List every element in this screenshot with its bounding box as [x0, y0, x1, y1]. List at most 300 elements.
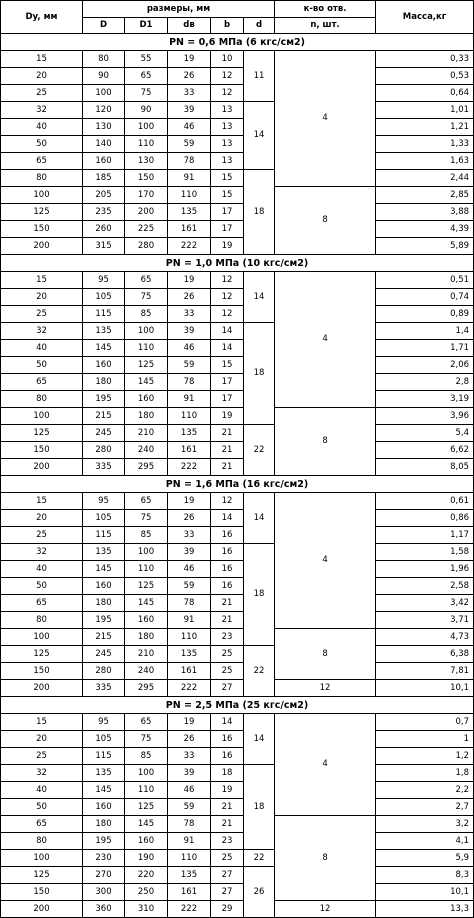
D1-cell: 295: [125, 680, 168, 697]
table-row: [1, 561, 474, 578]
table-row: [1, 816, 474, 833]
bolt-d-cell: 18: [244, 170, 275, 255]
b-cell: 13: [211, 119, 244, 136]
b-cell: 14: [211, 714, 244, 731]
col-D-header: D: [83, 18, 125, 34]
b-cell: 13: [211, 102, 244, 119]
sizes-header: размеры, мм: [83, 1, 275, 18]
D1-cell: 145: [125, 816, 168, 833]
bolt-d-cell: 18: [244, 544, 275, 646]
dy-cell: 150: [1, 663, 83, 680]
D-cell: 105: [83, 731, 125, 748]
dy-cell: 125: [1, 867, 83, 884]
D-cell: 80: [83, 51, 125, 68]
table-row: [1, 340, 474, 357]
db-cell: 19: [168, 714, 211, 731]
D1-cell: 65: [125, 714, 168, 731]
D-cell: 95: [83, 714, 125, 731]
db-cell: 135: [168, 646, 211, 663]
b-cell: 29: [211, 901, 244, 918]
D-cell: 105: [83, 510, 125, 527]
table-row: [1, 170, 474, 187]
b-cell: 25: [211, 850, 244, 867]
mass-cell: 8,05: [376, 459, 474, 476]
mass-cell: 1,96: [376, 561, 474, 578]
b-cell: 14: [211, 323, 244, 340]
db-cell: 33: [168, 748, 211, 765]
pressure-section-title: PN = 0,6 МПа (6 кгс/см2): [1, 34, 474, 51]
mass-cell: 3,2: [376, 816, 474, 833]
b-cell: 12: [211, 493, 244, 510]
db-cell: 135: [168, 425, 211, 442]
bolt-d-cell: 18: [244, 323, 275, 425]
mass-cell: 0,86: [376, 510, 474, 527]
mass-cell: 2,85: [376, 187, 474, 204]
db-cell: 110: [168, 629, 211, 646]
D1-cell: 145: [125, 374, 168, 391]
mass-cell: 0,89: [376, 306, 474, 323]
table-row: [1, 442, 474, 459]
b-cell: 18: [211, 765, 244, 782]
b-cell: 16: [211, 578, 244, 595]
D-cell: 360: [83, 901, 125, 918]
b-cell: 21: [211, 595, 244, 612]
D1-cell: 160: [125, 833, 168, 850]
D-cell: 115: [83, 748, 125, 765]
db-cell: 33: [168, 306, 211, 323]
mass-cell: 0,64: [376, 85, 474, 102]
b-cell: 17: [211, 221, 244, 238]
db-cell: 26: [168, 68, 211, 85]
D1-cell: 200: [125, 204, 168, 221]
db-cell: 39: [168, 323, 211, 340]
b-cell: 16: [211, 731, 244, 748]
D1-cell: 210: [125, 646, 168, 663]
mass-cell: 13,3: [376, 901, 474, 918]
mass-cell: 7,81: [376, 663, 474, 680]
db-cell: 19: [168, 493, 211, 510]
col-d-header: d: [244, 18, 275, 34]
dy-cell: 125: [1, 204, 83, 221]
D-cell: 145: [83, 561, 125, 578]
b-cell: 21: [211, 442, 244, 459]
bolt-d-cell: 14: [244, 272, 275, 323]
db-cell: 39: [168, 544, 211, 561]
mass-cell: 2,7: [376, 799, 474, 816]
dy-cell: 100: [1, 629, 83, 646]
db-cell: 91: [168, 391, 211, 408]
D1-cell: 110: [125, 561, 168, 578]
dy-cell: 65: [1, 374, 83, 391]
D1-cell: 55: [125, 51, 168, 68]
dy-cell: 80: [1, 612, 83, 629]
D-cell: 120: [83, 102, 125, 119]
mass-cell: 1,8: [376, 765, 474, 782]
pressure-section-title: PN = 1,6 МПа (16 кгс/см2): [1, 476, 474, 493]
D-cell: 160: [83, 799, 125, 816]
D-cell: 135: [83, 765, 125, 782]
bolt-d-cell: 22: [244, 425, 275, 476]
table-row: [1, 187, 474, 204]
D-cell: 245: [83, 646, 125, 663]
D-cell: 185: [83, 170, 125, 187]
table-row: [1, 323, 474, 340]
dy-cell: 20: [1, 510, 83, 527]
mass-cell: 1,01: [376, 102, 474, 119]
dy-cell: 200: [1, 238, 83, 255]
holes-count-cell: 8: [275, 629, 376, 680]
mass-cell: 2,58: [376, 578, 474, 595]
table-row: [1, 306, 474, 323]
D-cell: 280: [83, 663, 125, 680]
dy-cell: 20: [1, 68, 83, 85]
b-cell: 23: [211, 833, 244, 850]
dy-cell: 40: [1, 782, 83, 799]
b-cell: 13: [211, 136, 244, 153]
dy-cell: 32: [1, 544, 83, 561]
dy-cell: 25: [1, 748, 83, 765]
D-cell: 160: [83, 578, 125, 595]
dy-cell: 32: [1, 323, 83, 340]
D1-cell: 75: [125, 510, 168, 527]
D-cell: 300: [83, 884, 125, 901]
D1-cell: 85: [125, 748, 168, 765]
table-row: [1, 51, 474, 68]
holes-count-cell: 4: [275, 51, 376, 187]
b-cell: 13: [211, 153, 244, 170]
D1-cell: 90: [125, 102, 168, 119]
table-row: [1, 629, 474, 646]
table-row: [1, 425, 474, 442]
db-cell: 59: [168, 578, 211, 595]
D-cell: 160: [83, 153, 125, 170]
D1-cell: 100: [125, 323, 168, 340]
dy-cell: 20: [1, 731, 83, 748]
D1-cell: 110: [125, 340, 168, 357]
db-cell: 46: [168, 561, 211, 578]
table-row: [1, 68, 474, 85]
dy-cell: 200: [1, 901, 83, 918]
table-row: [1, 748, 474, 765]
db-cell: 33: [168, 527, 211, 544]
db-cell: 46: [168, 782, 211, 799]
db-cell: 91: [168, 833, 211, 850]
D-cell: 195: [83, 833, 125, 850]
D1-cell: 145: [125, 595, 168, 612]
holes-header: к-во отв.: [275, 1, 376, 18]
b-cell: 16: [211, 561, 244, 578]
D-cell: 115: [83, 306, 125, 323]
D1-cell: 250: [125, 884, 168, 901]
col-D1-header: D1: [125, 18, 168, 34]
D-cell: 215: [83, 629, 125, 646]
table-row: [1, 272, 474, 289]
table-row: [1, 595, 474, 612]
section-row: [1, 255, 474, 272]
D1-cell: 310: [125, 901, 168, 918]
dy-cell: 150: [1, 884, 83, 901]
section-row: [1, 697, 474, 714]
D-cell: 260: [83, 221, 125, 238]
b-cell: 21: [211, 612, 244, 629]
dy-cell: 150: [1, 221, 83, 238]
b-cell: 15: [211, 357, 244, 374]
bolt-d-cell: 14: [244, 714, 275, 765]
D1-cell: 75: [125, 85, 168, 102]
b-cell: 25: [211, 663, 244, 680]
D-cell: 335: [83, 680, 125, 697]
db-cell: 19: [168, 272, 211, 289]
db-cell: 78: [168, 595, 211, 612]
D1-cell: 100: [125, 765, 168, 782]
table-row: [1, 782, 474, 799]
D1-cell: 170: [125, 187, 168, 204]
dy-cell: 150: [1, 442, 83, 459]
table-row: [1, 510, 474, 527]
b-cell: 16: [211, 748, 244, 765]
db-cell: 26: [168, 731, 211, 748]
b-cell: 25: [211, 646, 244, 663]
D-cell: 180: [83, 595, 125, 612]
D-cell: 195: [83, 391, 125, 408]
D1-cell: 100: [125, 544, 168, 561]
mass-cell: 10,1: [376, 884, 474, 901]
b-cell: 17: [211, 374, 244, 391]
mass-cell: 0,51: [376, 272, 474, 289]
dy-cell: 32: [1, 765, 83, 782]
b-cell: 15: [211, 187, 244, 204]
holes-count-cell: 12: [275, 680, 376, 697]
dy-cell: 80: [1, 391, 83, 408]
col-db-header: dв: [168, 18, 211, 34]
db-cell: 222: [168, 680, 211, 697]
D1-cell: 150: [125, 170, 168, 187]
table-row: [1, 901, 474, 918]
b-cell: 12: [211, 289, 244, 306]
table-row: [1, 408, 474, 425]
mass-cell: 0,61: [376, 493, 474, 510]
db-cell: 161: [168, 221, 211, 238]
b-cell: 19: [211, 238, 244, 255]
D1-cell: 240: [125, 663, 168, 680]
mass-cell: 0,53: [376, 68, 474, 85]
D1-cell: 130: [125, 153, 168, 170]
D1-cell: 75: [125, 289, 168, 306]
table-row: [1, 459, 474, 476]
mass-cell: 6,62: [376, 442, 474, 459]
table-row: [1, 493, 474, 510]
b-cell: 12: [211, 68, 244, 85]
dy-cell: 100: [1, 408, 83, 425]
table-row: [1, 731, 474, 748]
db-cell: 39: [168, 765, 211, 782]
mass-cell: 1,17: [376, 527, 474, 544]
pressure-section-title: PN = 2,5 МПа (25 кгс/см2): [1, 697, 474, 714]
mass-cell: 1,63: [376, 153, 474, 170]
D1-cell: 295: [125, 459, 168, 476]
db-cell: 91: [168, 170, 211, 187]
mass-cell: 0,74: [376, 289, 474, 306]
mass-cell: 4,39: [376, 221, 474, 238]
dy-cell: 50: [1, 799, 83, 816]
holes-count-cell: 4: [275, 493, 376, 629]
mass-cell: 1: [376, 731, 474, 748]
table-row: [1, 391, 474, 408]
table-row: [1, 833, 474, 850]
dy-cell: 50: [1, 578, 83, 595]
mass-cell: 5,4: [376, 425, 474, 442]
table-row: [1, 527, 474, 544]
db-cell: 78: [168, 816, 211, 833]
D-cell: 135: [83, 323, 125, 340]
dy-cell: 65: [1, 595, 83, 612]
mass-cell: 3,19: [376, 391, 474, 408]
dy-cell: 200: [1, 680, 83, 697]
mass-cell: 4,73: [376, 629, 474, 646]
D-cell: 235: [83, 204, 125, 221]
D1-cell: 125: [125, 357, 168, 374]
db-cell: 110: [168, 187, 211, 204]
dy-cell: 200: [1, 459, 83, 476]
section-row: [1, 476, 474, 493]
bolt-d-cell: 22: [244, 850, 275, 867]
mass-cell: 5,89: [376, 238, 474, 255]
holes-count-cell: 4: [275, 272, 376, 408]
D1-cell: 110: [125, 782, 168, 799]
b-cell: 12: [211, 85, 244, 102]
D-cell: 140: [83, 136, 125, 153]
b-cell: 27: [211, 680, 244, 697]
bolt-d-cell: 14: [244, 493, 275, 544]
D1-cell: 110: [125, 136, 168, 153]
table-row: [1, 646, 474, 663]
table-row: [1, 102, 474, 119]
table-row: [1, 544, 474, 561]
dy-cell: 40: [1, 561, 83, 578]
dy-header: Dy, мм: [1, 1, 83, 34]
holes-count-cell: 8: [275, 408, 376, 476]
b-cell: 21: [211, 425, 244, 442]
table-row: [1, 85, 474, 102]
mass-cell: 8,3: [376, 867, 474, 884]
db-cell: 161: [168, 663, 211, 680]
db-cell: 26: [168, 289, 211, 306]
mass-cell: 1,58: [376, 544, 474, 561]
dy-cell: 15: [1, 493, 83, 510]
holes-count-cell: 4: [275, 714, 376, 816]
D-cell: 180: [83, 816, 125, 833]
dy-cell: 15: [1, 272, 83, 289]
mass-cell: 2,06: [376, 357, 474, 374]
D1-cell: 180: [125, 408, 168, 425]
db-cell: 59: [168, 357, 211, 374]
db-cell: 222: [168, 238, 211, 255]
mass-header: Масса,кг: [376, 1, 474, 34]
col-b-header: b: [211, 18, 244, 34]
b-cell: 17: [211, 391, 244, 408]
table-row: [1, 221, 474, 238]
bolt-d-cell: 26: [244, 867, 275, 918]
mass-cell: 1,21: [376, 119, 474, 136]
D-cell: 100: [83, 85, 125, 102]
header-row-1: [1, 1, 474, 18]
table-row: [1, 612, 474, 629]
b-cell: 19: [211, 408, 244, 425]
dy-cell: 125: [1, 425, 83, 442]
b-cell: 23: [211, 629, 244, 646]
dy-cell: 65: [1, 816, 83, 833]
table-row: [1, 714, 474, 731]
table-row: [1, 357, 474, 374]
D-cell: 160: [83, 357, 125, 374]
dy-cell: 65: [1, 153, 83, 170]
D-cell: 230: [83, 850, 125, 867]
dy-cell: 25: [1, 527, 83, 544]
dy-cell: 40: [1, 119, 83, 136]
table-row: [1, 119, 474, 136]
D1-cell: 240: [125, 442, 168, 459]
D-cell: 245: [83, 425, 125, 442]
holes-count-cell: 8: [275, 816, 376, 901]
table-row: [1, 578, 474, 595]
dy-cell: 50: [1, 357, 83, 374]
D-cell: 315: [83, 238, 125, 255]
D1-cell: 65: [125, 68, 168, 85]
table-row: [1, 850, 474, 867]
db-cell: 161: [168, 884, 211, 901]
D-cell: 145: [83, 340, 125, 357]
db-cell: 46: [168, 119, 211, 136]
dy-cell: 125: [1, 646, 83, 663]
dy-cell: 100: [1, 187, 83, 204]
holes-count-cell: 8: [275, 187, 376, 255]
table-row: [1, 765, 474, 782]
D-cell: 180: [83, 374, 125, 391]
D1-cell: 210: [125, 425, 168, 442]
D1-cell: 160: [125, 612, 168, 629]
D-cell: 145: [83, 782, 125, 799]
db-cell: 135: [168, 204, 211, 221]
pressure-section-title: PN = 1,0 МПа (10 кгс/см2): [1, 255, 474, 272]
b-cell: 16: [211, 544, 244, 561]
D1-cell: 75: [125, 731, 168, 748]
db-cell: 59: [168, 136, 211, 153]
D-cell: 280: [83, 442, 125, 459]
dy-cell: 15: [1, 714, 83, 731]
db-cell: 78: [168, 153, 211, 170]
mass-cell: 6,38: [376, 646, 474, 663]
mass-cell: 0,33: [376, 51, 474, 68]
D-cell: 270: [83, 867, 125, 884]
bolt-d-cell: 11: [244, 51, 275, 102]
mass-cell: 1,4: [376, 323, 474, 340]
b-cell: 19: [211, 782, 244, 799]
b-cell: 17: [211, 204, 244, 221]
b-cell: 15: [211, 170, 244, 187]
D-cell: 130: [83, 119, 125, 136]
table-row: [1, 289, 474, 306]
mass-cell: 10,1: [376, 680, 474, 697]
D-cell: 95: [83, 493, 125, 510]
mass-cell: 0,7: [376, 714, 474, 731]
mass-cell: 3,96: [376, 408, 474, 425]
holes-sub-header: n, шт.: [275, 18, 376, 34]
mass-cell: 2,2: [376, 782, 474, 799]
mass-cell: 1,33: [376, 136, 474, 153]
db-cell: 26: [168, 510, 211, 527]
db-cell: 39: [168, 102, 211, 119]
D-cell: 215: [83, 408, 125, 425]
